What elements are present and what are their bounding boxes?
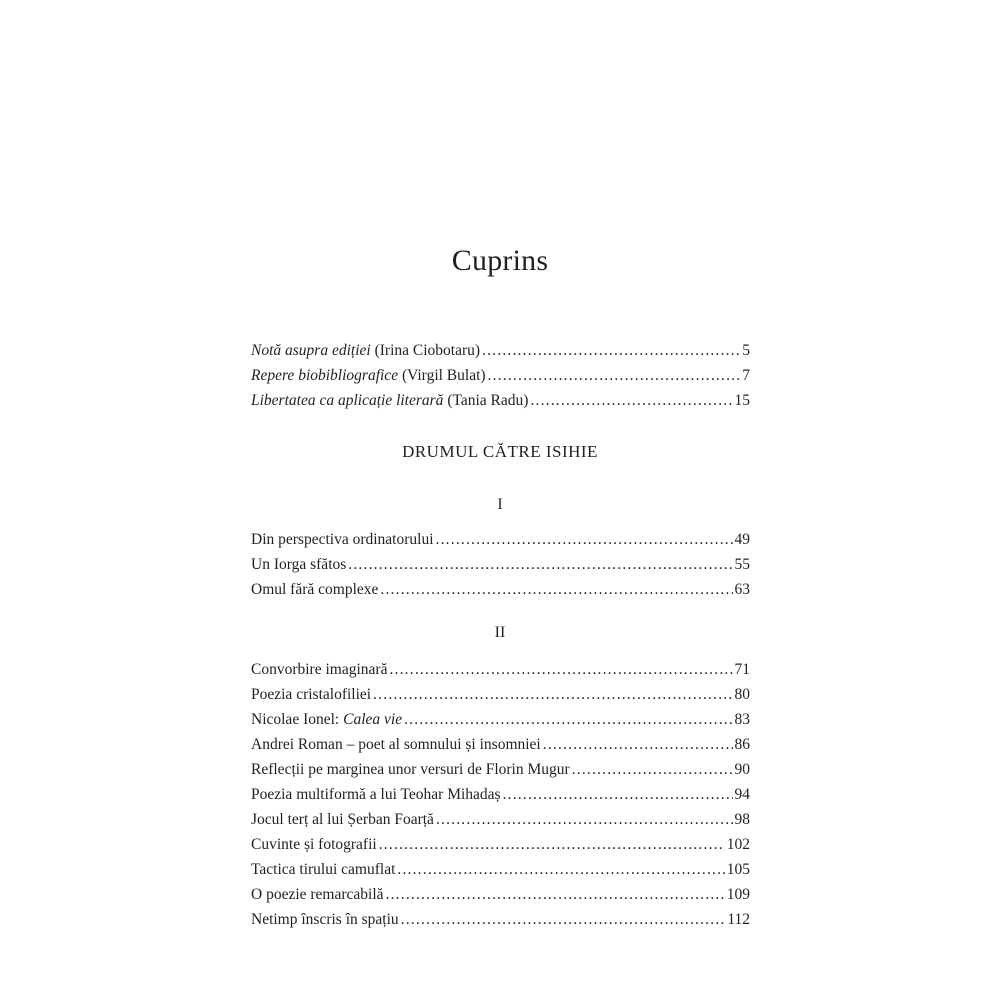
toc-part-one bbox=[251, 527, 750, 602]
entry-author: (Virgil Bulat) bbox=[398, 367, 486, 384]
entry-text: Reflecții pe marginea unor versuri de Florin Mugur bbox=[251, 761, 570, 778]
entry-italic: Calea vie bbox=[343, 711, 403, 728]
toc-entry bbox=[251, 807, 750, 832]
entry-text: Tactica tirului camuflat bbox=[251, 861, 396, 878]
leader-dots bbox=[389, 657, 732, 682]
entry-text: Poezia cristalofiliei bbox=[251, 686, 372, 703]
page-number: 5 bbox=[742, 342, 750, 359]
entry-text bbox=[251, 388, 528, 413]
entry-text: Andrei Roman – poet al somnului și insomniei bbox=[251, 736, 541, 753]
page-number: 105 bbox=[726, 861, 750, 878]
entry-text: O poezie remarcabilă bbox=[251, 886, 384, 903]
page-number: 112 bbox=[727, 911, 750, 928]
page-number: 71 bbox=[734, 661, 750, 678]
entry-italic: Notă asupra ediției bbox=[251, 342, 371, 359]
toc-intro bbox=[251, 338, 750, 413]
page-number: 55 bbox=[734, 556, 750, 573]
entry-text: Convorbire imaginară bbox=[251, 661, 388, 678]
page-title: Cuprins bbox=[451, 244, 549, 277]
leader-dots bbox=[436, 527, 733, 552]
page-number: 102 bbox=[726, 836, 750, 853]
page-number: 86 bbox=[734, 736, 750, 753]
leader-dots bbox=[543, 732, 733, 757]
leader-dots bbox=[380, 577, 732, 602]
toc-entry bbox=[251, 338, 750, 363]
leader-dots bbox=[530, 388, 732, 413]
page-number: 90 bbox=[734, 761, 750, 778]
entry-plain: Nicolae Ionel: bbox=[251, 711, 344, 728]
leader-dots bbox=[482, 338, 740, 363]
leader-dots bbox=[488, 363, 741, 388]
toc-entry bbox=[251, 577, 750, 602]
page-number: 7 bbox=[742, 367, 750, 384]
toc-entry bbox=[251, 782, 750, 807]
leader-dots bbox=[379, 832, 725, 857]
page-number: 83 bbox=[734, 711, 750, 728]
toc-entry bbox=[251, 832, 750, 857]
leader-dots bbox=[404, 707, 732, 732]
entry-text: Omul fără complexe bbox=[251, 581, 379, 598]
toc-part-two bbox=[251, 657, 750, 932]
leader-dots bbox=[503, 782, 733, 807]
page-number: 63 bbox=[734, 581, 750, 598]
leader-dots bbox=[386, 882, 725, 907]
toc-entry bbox=[251, 757, 750, 782]
entry-author: (Irina Ciobotaru) bbox=[370, 342, 481, 359]
leader-dots bbox=[397, 857, 724, 882]
entry-italic: Repere biobibliografice bbox=[251, 367, 399, 384]
entry-text: Din perspectiva ordinatorului bbox=[251, 531, 434, 548]
toc-entry bbox=[251, 882, 750, 907]
toc-entry bbox=[251, 363, 750, 388]
toc-entry bbox=[251, 707, 750, 732]
entry-text: Cuvinte și fotografii bbox=[251, 836, 377, 853]
toc-entry bbox=[251, 527, 750, 552]
leader-dots bbox=[572, 757, 733, 782]
section-title: DRUMUL CĂTRE ISIHIE bbox=[402, 442, 598, 461]
part-label: I bbox=[497, 496, 503, 513]
entry-text: Un Iorga sfătos bbox=[251, 556, 347, 573]
entry-text: Jocul terț al lui Șerban Foarță bbox=[251, 811, 434, 828]
page-number: 109 bbox=[726, 886, 750, 903]
leader-dots bbox=[401, 907, 726, 932]
toc-entry bbox=[251, 857, 750, 882]
page-number: 80 bbox=[734, 686, 750, 703]
entry-text bbox=[251, 338, 480, 363]
entry-author: (Tania Radu) bbox=[443, 392, 529, 409]
toc-entry bbox=[251, 907, 750, 932]
leader-dots bbox=[348, 552, 732, 577]
entry-text bbox=[251, 363, 486, 388]
page-number: 98 bbox=[734, 811, 750, 828]
entry-text bbox=[251, 707, 402, 732]
toc-entry bbox=[251, 388, 750, 413]
toc-entry bbox=[251, 732, 750, 757]
toc-entry bbox=[251, 552, 750, 577]
toc-entry bbox=[251, 657, 750, 682]
leader-dots bbox=[436, 807, 733, 832]
entry-text: Netimp înscris în spațiu bbox=[251, 911, 399, 928]
page-number: 49 bbox=[734, 531, 750, 548]
entry-text: Poezia multiformă a lui Teohar Mihadaș bbox=[251, 786, 501, 803]
part-label: II bbox=[494, 624, 506, 641]
toc-entry bbox=[251, 682, 750, 707]
leader-dots bbox=[373, 682, 732, 707]
entry-italic: Libertatea ca aplicație literară bbox=[251, 392, 444, 409]
page-number: 94 bbox=[734, 786, 750, 803]
page-number: 15 bbox=[734, 392, 750, 409]
